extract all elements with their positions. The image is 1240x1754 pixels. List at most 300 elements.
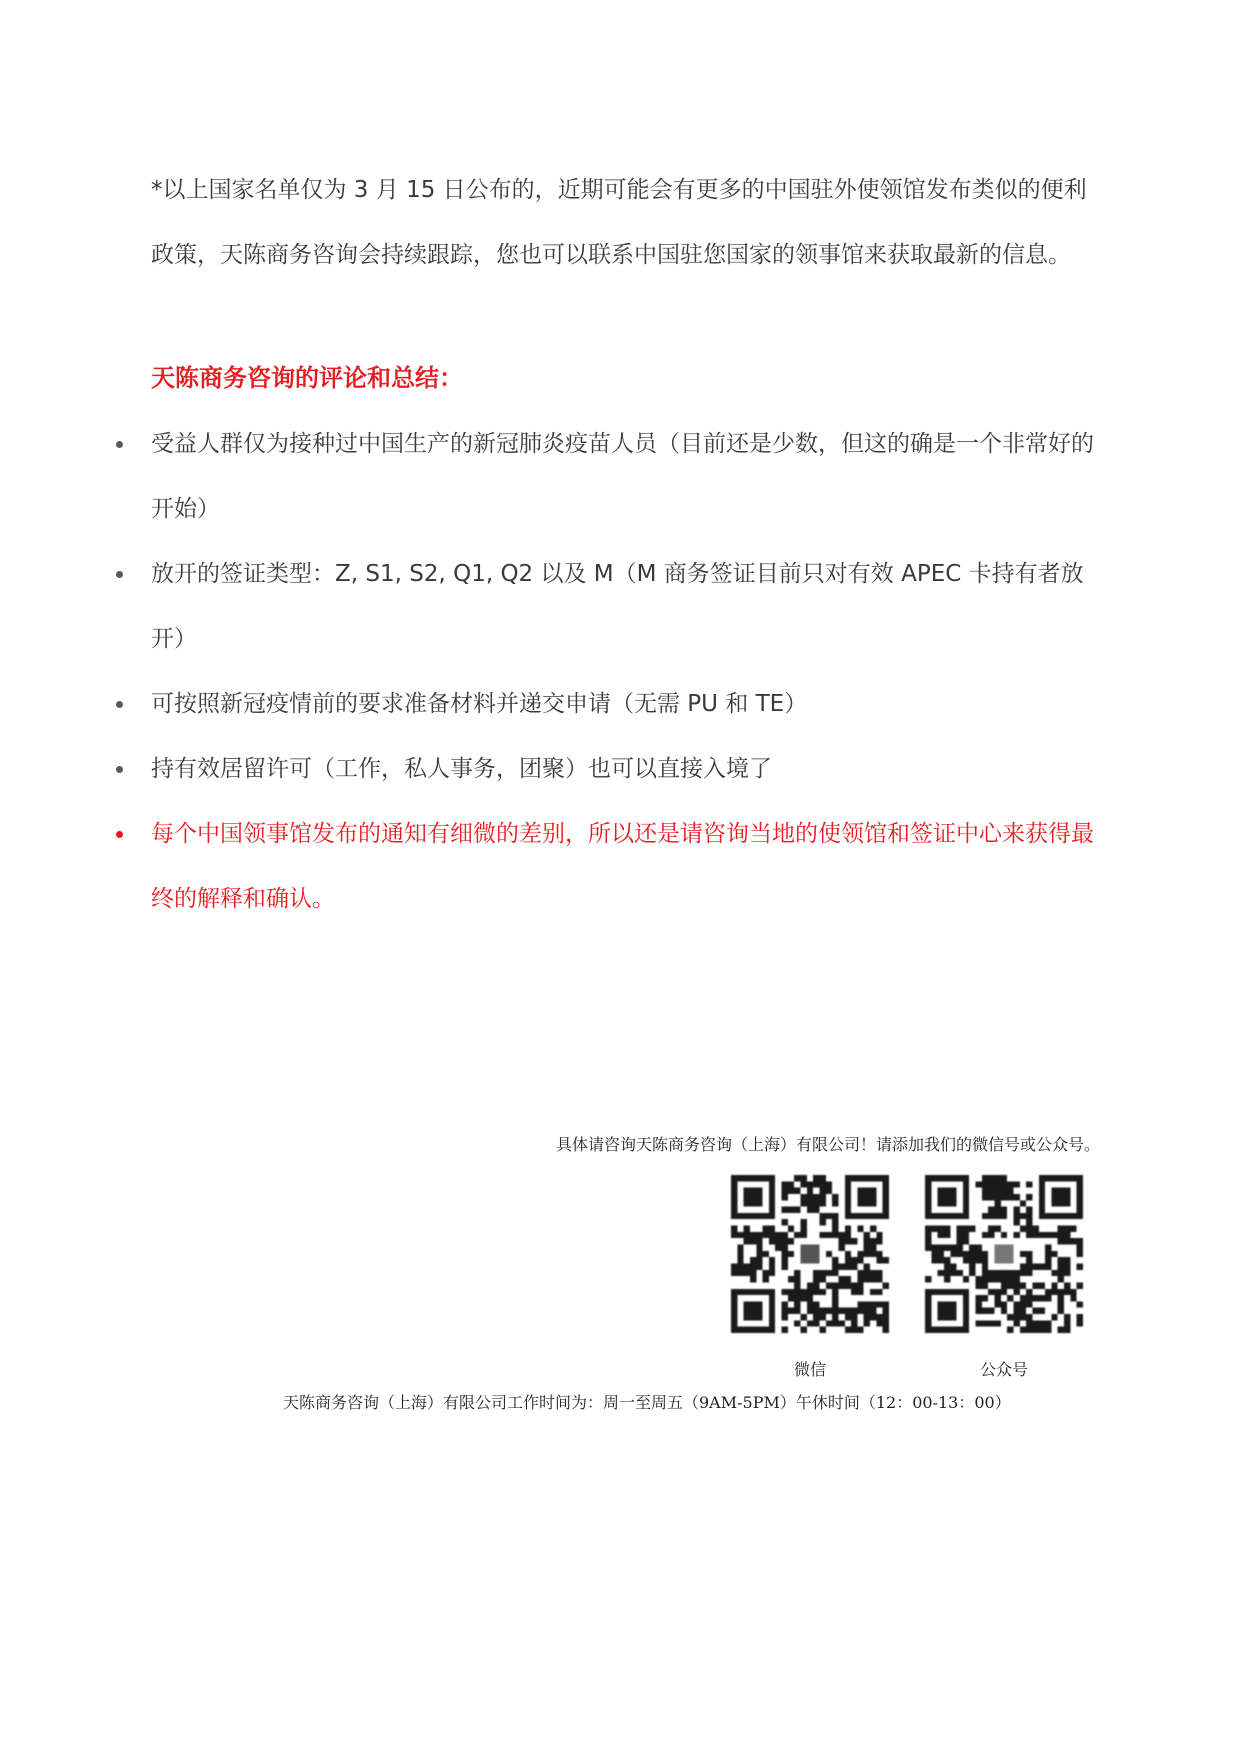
qr-module [976,1276,982,1282]
qr-module [1026,1314,1032,1320]
qr-module [782,1289,788,1295]
qr-module [832,1301,838,1307]
qr-module [744,1263,750,1269]
qr-module [982,1257,988,1263]
qr-module [801,1289,807,1295]
qr-module [838,1282,844,1288]
qr-module [876,1276,882,1282]
qr-module [788,1308,794,1314]
qr-module [982,1251,988,1257]
qr-module [1039,1263,1045,1269]
qr-module [1051,1270,1057,1276]
qr-module [950,1251,956,1257]
qr-module [1001,1282,1007,1288]
summary-item [151,542,1101,672]
qr-module [995,1226,1001,1232]
qr-module [788,1207,794,1213]
qr-module [1013,1276,1019,1282]
qr-module [1064,1270,1070,1276]
qr-module [1026,1207,1032,1213]
qr-module [864,1251,870,1257]
qr-module [807,1308,813,1314]
qr-module [1020,1251,1026,1257]
qr-module [1064,1257,1070,1263]
qr-module [1007,1327,1013,1333]
summary-item-text: 持有效居留许可（工作，私人事务，团聚）也可以直接入境了 [151,756,772,782]
qr-module [769,1257,775,1263]
qr-module [1007,1188,1013,1194]
qr-module [794,1282,800,1288]
qr-module [995,1181,1001,1187]
qr-module [807,1194,813,1200]
qr-module [737,1245,743,1251]
qr-module [832,1282,838,1288]
qr-module [794,1289,800,1295]
qr-module [845,1282,851,1288]
qr-module [957,1251,963,1257]
qr-module [794,1276,800,1282]
qr-module [832,1226,838,1232]
qr-module [988,1188,994,1194]
working-hours: 天陈商务咨询（上海）有限公司工作时间为：周一至周五（9AM-5PM）午休时间（12：00-13：00） [283,1393,1011,1412]
summary-item-text: 可按照新冠疫情前的要求准备材料并递交申请（无需 PU 和 TE） [151,691,808,717]
qr-module [775,1245,781,1251]
qr-module [995,1270,1001,1276]
qr-module [944,1245,950,1251]
wechat-qr-code[interactable] [731,1175,889,1333]
qr-module [782,1301,788,1307]
qr-module [883,1301,889,1307]
qr-module [819,1308,825,1314]
bullet-dot-icon [116,701,123,708]
qr-module [1001,1276,1007,1282]
qr-module [864,1263,870,1269]
qr-module [1001,1308,1007,1314]
qr-module [750,1263,756,1269]
qr-module [1020,1226,1026,1232]
qr-module [1013,1308,1019,1314]
qr-module [857,1282,863,1288]
qr-module [1032,1226,1038,1232]
qr-module [1039,1295,1045,1301]
qr-module [782,1251,788,1257]
qr-module [1001,1181,1007,1187]
qr-module [1045,1289,1051,1295]
qr-module [988,1270,994,1276]
qr-module [1026,1251,1032,1257]
qr-module [794,1308,800,1314]
qr-module [1001,1301,1007,1307]
qr-module [995,1200,1001,1206]
qr-module [1045,1232,1051,1238]
qr-module [1077,1314,1083,1320]
qr-module [832,1257,838,1263]
qr-module [1001,1207,1007,1213]
qr-module [864,1245,870,1251]
qr-module [1007,1194,1013,1200]
qr-module [788,1238,794,1244]
qr-module [938,1245,944,1251]
qr-module [851,1289,857,1295]
qr-module [1026,1181,1032,1187]
qr-module [832,1219,838,1225]
qr-module [957,1232,963,1238]
bullet-dot-icon [116,831,123,838]
qr-module [737,1251,743,1257]
summary-item [151,672,1101,737]
qr-module [819,1213,825,1219]
qr-module [826,1251,832,1257]
qr-module [813,1207,819,1213]
qr-module [876,1232,882,1238]
qr-module [807,1200,813,1206]
qr-module [1026,1232,1032,1238]
qr-module [1051,1314,1057,1320]
qr-module [819,1327,825,1333]
qr-module [957,1226,963,1232]
qr-module [1026,1320,1032,1326]
qr-module [1045,1245,1051,1251]
qr-module [950,1245,956,1251]
qr-module [1064,1282,1070,1288]
qr-module [963,1232,969,1238]
qr-module [807,1282,813,1288]
qr-module [1064,1320,1070,1326]
qr-module [807,1295,813,1301]
qr-module [788,1251,794,1257]
qr-module [744,1238,750,1244]
wechat-qr-label: 微信 [793,1360,826,1379]
qr-module [826,1308,832,1314]
qr-module [819,1175,825,1181]
qr-module [1039,1327,1045,1333]
qr-module [857,1308,863,1314]
qr-module [1001,1232,1007,1238]
qr-module [813,1308,819,1314]
qr-module [1032,1308,1038,1314]
qr-module [788,1295,794,1301]
qr-module [826,1320,832,1326]
qr-module [976,1282,982,1288]
qr-module [731,1263,737,1269]
qr-module [957,1238,963,1244]
qr-module [1045,1320,1051,1326]
qr-module [838,1245,844,1251]
qr-module [819,1289,825,1295]
qr-module [769,1263,775,1269]
qr-module [782,1207,788,1213]
qr-module [995,1320,1001,1326]
qr-module [870,1238,876,1244]
summary-item-text: 放开的签证类型：Z, S1, S2, Q1, Q2 以及 M（M 商务签证目前只对有效 APEC 卡持有者放开） [151,561,1084,652]
qr-module [944,1263,950,1269]
qr-module [982,1263,988,1269]
qr-module [982,1181,988,1187]
qr-module [1064,1226,1070,1232]
qr-module [845,1263,851,1269]
qr-module [756,1232,762,1238]
qr-module [813,1282,819,1288]
qr-module [876,1289,882,1295]
qr-module [1007,1270,1013,1276]
qr-module [832,1232,838,1238]
qr-module [938,1232,944,1238]
qr-module [982,1175,988,1181]
qr-module [988,1289,994,1295]
qr-module [1064,1238,1070,1244]
qr-module [1032,1320,1038,1326]
qr-module [982,1308,988,1314]
qr-module [1001,1213,1007,1219]
qr-module [1013,1232,1019,1238]
qr-module [1020,1301,1026,1307]
public-account-qr-code[interactable] [925,1175,1083,1333]
qr-module [1058,1308,1064,1314]
qr-module [1026,1194,1032,1200]
qr-module [819,1181,825,1187]
qr-module [1045,1327,1051,1333]
qr-module [1013,1289,1019,1295]
qr-module [794,1175,800,1181]
qr-module [1064,1232,1070,1238]
qr-module [851,1263,857,1269]
qr-module [750,1238,756,1244]
qr-module [982,1276,988,1282]
qr-module [1070,1295,1076,1301]
summary-item-highlight [151,802,1101,932]
qr-module [750,1270,756,1276]
qr-module [857,1257,863,1263]
summary-heading: 天陈商务咨询的评论和总结： [151,364,463,392]
qr-module [1077,1263,1083,1269]
qr-module [1077,1245,1083,1251]
qr-module [788,1181,794,1187]
qr-module [857,1270,863,1276]
qr-module [813,1301,819,1307]
summary-item-text: 每个中国领事馆发布的通知有细微的差别，所以还是请咨询当地的使领馆和签证中心来获得最终的解释和确认。 [151,821,1094,912]
qr-module [1051,1232,1057,1238]
qr-module [838,1263,844,1269]
qr-module [769,1226,775,1232]
qr-module [744,1226,750,1232]
qr-module [807,1207,813,1213]
qr-module [1058,1289,1064,1295]
qr-module [1026,1270,1032,1276]
qr-module [826,1188,832,1194]
qr-module [1026,1289,1032,1295]
qr-module [925,1232,931,1238]
qr-module [1058,1270,1064,1276]
qr-module [995,1295,1001,1301]
qr-module [782,1308,788,1314]
qr-module [788,1226,794,1232]
contact-line: 具体请咨询天陈商务咨询（上海）有限公司！请添加我们的微信号或公众号。 [555,1135,1100,1154]
qr-module [995,1207,1001,1213]
qr-module [976,1245,982,1251]
qr-module [982,1213,988,1219]
qr-module [988,1226,994,1232]
qr-module [1001,1270,1007,1276]
qr-module [794,1207,800,1213]
qr-module [969,1257,975,1263]
qr-module [1013,1213,1019,1219]
qr-module [782,1245,788,1251]
qr-module [832,1200,838,1206]
qr-module [944,1270,950,1276]
qr-module [1020,1200,1026,1206]
qr-module [1058,1238,1064,1244]
qr-module [1013,1219,1019,1225]
summary-item-text: 受益人群仅为接种过中国生产的新冠肺炎疫苗人员（目前还是少数，但这的确是一个非常好的开始） [151,431,1094,522]
qr-module [982,1295,988,1301]
qr-module [876,1320,882,1326]
qr-module [763,1270,769,1276]
qr-module [876,1238,882,1244]
qr-module [813,1181,819,1187]
bullet-dot-icon [116,571,123,578]
qr-module [876,1270,882,1276]
qr-module [870,1301,876,1307]
qr-module [851,1308,857,1314]
qr-module [876,1251,882,1257]
qr-module [982,1320,988,1326]
qr-module [744,1270,750,1276]
qr-module [807,1181,813,1187]
qr-module [995,1276,1001,1282]
qr-module [976,1181,982,1187]
qr-module [775,1238,781,1244]
qr-module [782,1327,788,1333]
qr-module [813,1289,819,1295]
qr-module [864,1308,870,1314]
qr-module [883,1320,889,1326]
qr-module [1001,1194,1007,1200]
qr-module [838,1276,844,1282]
qr-module [845,1238,851,1244]
qr-module [969,1263,975,1269]
qr-module [1077,1238,1083,1244]
qr-module [851,1320,857,1326]
qr-module [944,1226,950,1232]
qr-module [864,1238,870,1244]
qr-module [931,1226,937,1232]
qr-module [1070,1289,1076,1295]
qr-module [788,1276,794,1282]
qr-module [1020,1270,1026,1276]
qr-module [963,1276,969,1282]
qr-module [883,1308,889,1314]
qr-module [938,1257,944,1263]
qr-module [982,1194,988,1200]
qr-module [1007,1276,1013,1282]
qr-module [1032,1263,1038,1269]
qr-module [832,1270,838,1276]
qr-module [1020,1282,1026,1288]
qr-module [832,1289,838,1295]
qr-module [963,1251,969,1257]
qr-module [845,1251,851,1257]
qr-module [838,1320,844,1326]
qr-module [756,1238,762,1244]
qr-logo-icon [995,1245,1014,1264]
qr-module [857,1289,863,1295]
qr-module [794,1301,800,1307]
qr-module [1007,1314,1013,1320]
qr-module [801,1175,807,1181]
qr-module [969,1270,975,1276]
qr-module [883,1282,889,1288]
qr-module [782,1257,788,1263]
qr-module [819,1194,825,1200]
qr-module [1070,1238,1076,1244]
qr-module [938,1270,944,1276]
qr-module [826,1232,832,1238]
qr-module [1026,1295,1032,1301]
qr-module [1020,1308,1026,1314]
qr-module [1051,1282,1057,1288]
qr-module [1013,1301,1019,1307]
qr-module [807,1301,813,1307]
qr-module [938,1251,944,1257]
qr-module [1020,1213,1026,1219]
qr-module [864,1314,870,1320]
qr-module [1007,1295,1013,1301]
qr-module [851,1282,857,1288]
qr-module [883,1314,889,1320]
qr-module [976,1301,982,1307]
qr-module [864,1320,870,1326]
qr-module [756,1257,762,1263]
qr-module [782,1263,788,1269]
qr-module [775,1232,781,1238]
qr-module [832,1308,838,1314]
qr-module [1020,1295,1026,1301]
qr-module [769,1270,775,1276]
qr-module [1032,1282,1038,1288]
qr-module [794,1270,800,1276]
qr-module [851,1238,857,1244]
qr-module [1032,1327,1038,1333]
qr-module [801,1295,807,1301]
qr-module [819,1200,825,1206]
qr-module [813,1314,819,1320]
qr-module [988,1194,994,1200]
qr-module [982,1188,988,1194]
summary-item [151,412,1101,542]
qr-module [976,1295,982,1301]
qr-module [1058,1257,1064,1263]
qr-module [1058,1232,1064,1238]
qr-module [1039,1308,1045,1314]
qr-module [969,1226,975,1232]
qr-module [1077,1282,1083,1288]
qr-module [944,1232,950,1238]
qr-module [995,1289,1001,1295]
qr-module [1039,1232,1045,1238]
qr-module [750,1276,756,1282]
qr-module [1020,1314,1026,1320]
qr-module [756,1245,762,1251]
qr-module [819,1219,825,1225]
qr-module [883,1257,889,1263]
qr-module [819,1188,825,1194]
qr-module [1064,1289,1070,1295]
qr-module [982,1270,988,1276]
qr-module [988,1175,994,1181]
qr-module [995,1301,1001,1307]
qr-module [864,1270,870,1276]
qr-module [963,1257,969,1263]
